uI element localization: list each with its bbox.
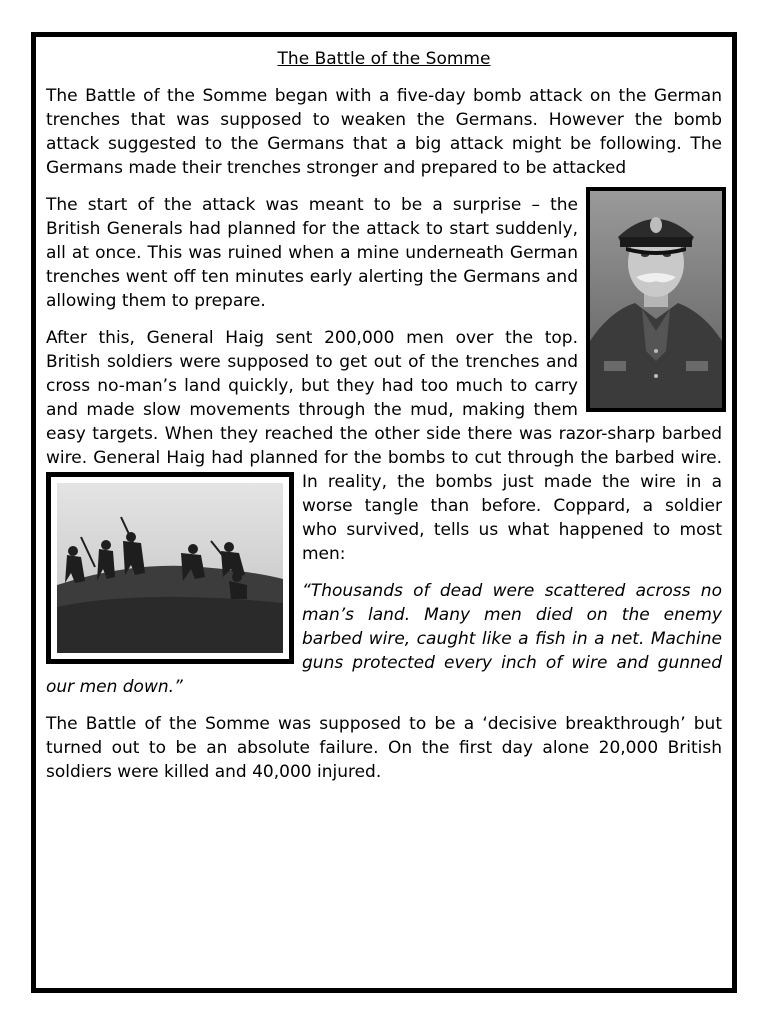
paragraph-bombardment: The Battle of the Somme began with a five-day bomb attack on the German trenches that was supposed to weaken the Germans. However the bomb attack suggested to the Germans that a big attack might be following. The Germans made their trenches stronger and prepared to be attacked [46,86,722,178]
paragraph-mine-explosion: The start of the attack was meant to be a surprise – the British Generals had planned for the attack to start suddenly, all at once. This was ruined when a mine underneath German trenches went off ten minutes early alerting the Germans and allowing them to prepare. [46,195,578,311]
coppard-quote: “Thousands of dead were scattered across no man’s land. Many men died on the enemy barbed wire, caught like a fish in a net. Machine guns protected every inch of wire and gunned our men down.” [46,581,722,697]
general-haig-photo [586,187,726,412]
paragraph-conclusion: The Battle of the Somme was supposed to be a ‘decisive breakthrough’ but turned out to be an absolute failure. On the first day alone 20,000 British soldiers were killed and 40,000 injured. [46,714,722,782]
page-border-frame [31,32,737,993]
paragraph-over-the-top-text: After this, General Haig sent 200,000 men over the top. British soldiers were supposed to get out of the trenches and cross no-man’s land quickly, but they had too much to carry and made slow movements through the mud, making them easy targets. When they reached the other side there was razor-sharp barbed wire. General Haig had planned for the bombs to cut [46,328,722,468]
document-title: The Battle of the Somme [277,49,491,69]
soldiers-advancing-photo [46,472,294,664]
paragraph-over-the-top-text-continued: through the barbed wire. In reality, the bombs just made the wire in a worse tangle than before. Coppard, a soldier who survived, tells us what happened to most men: [302,448,722,564]
document-body [46,47,722,797]
